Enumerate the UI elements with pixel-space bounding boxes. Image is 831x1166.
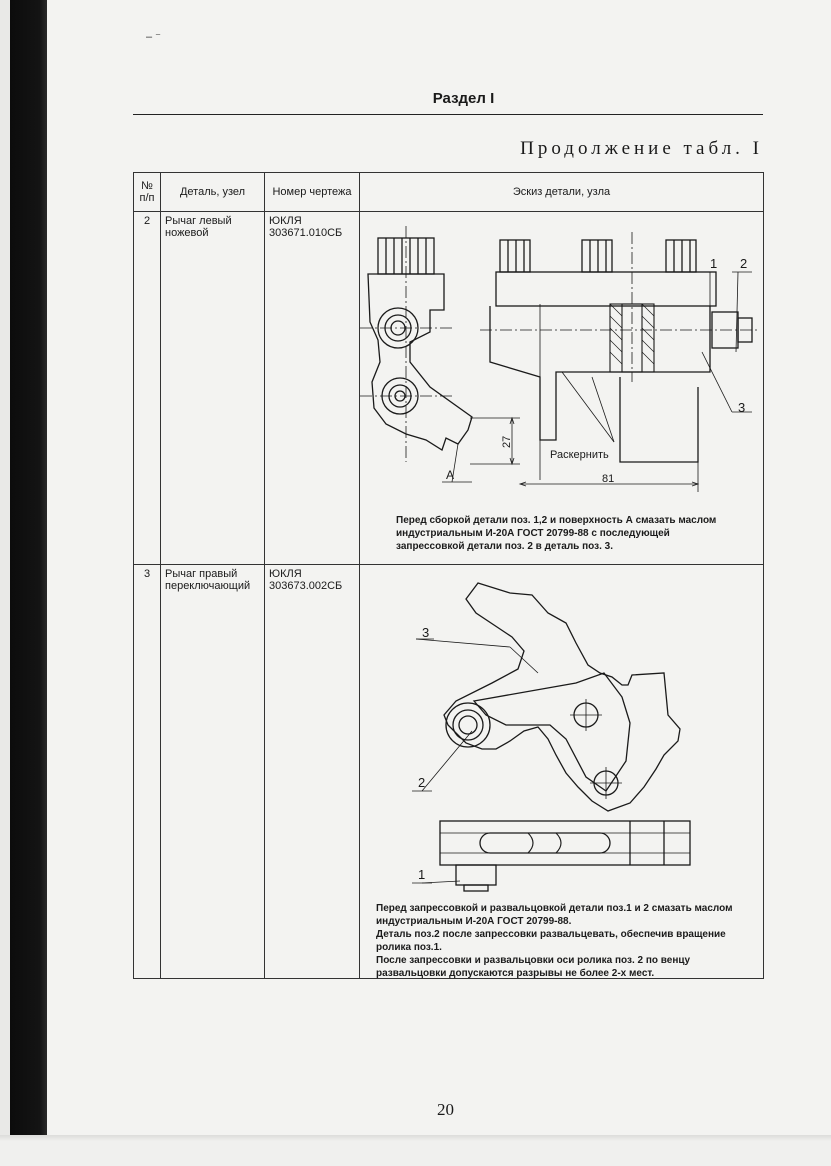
row-sketch	[360, 565, 764, 979]
sketch-note-2: Деталь поз.2 после запрессовки развальцевать, обеспечив вращение ролика поз.1.	[376, 929, 726, 953]
header-num: № п/п	[134, 173, 161, 212]
pos2-label: 2	[418, 775, 426, 790]
scan-mark: ‒ ⁻	[146, 31, 161, 43]
sketch-note-1: Перед запрессовкой и развальцовкой детали поз.1 и 2 смазать маслом индустриальным И-20А ГОСТ 20799-88.	[376, 903, 733, 927]
callout-label: Раскернить	[550, 449, 609, 461]
pos2-label: 2	[740, 256, 748, 271]
row-num: 2	[134, 212, 161, 565]
table-caption: Продолжение табл. I	[520, 138, 763, 159]
pos3-label: 3	[738, 400, 746, 415]
row-part: Рычаг левый ножевой	[161, 212, 265, 565]
header-sketch: Эскиз детали, узла	[360, 173, 764, 212]
dim-height-label: 27	[501, 435, 513, 448]
sketch-note-3: После запрессовки и развальцовки оси ролика поз. 2 по венцу развальцовки допускаются разрывы не более 2-х мест.	[376, 955, 691, 979]
page-number: 20	[437, 1100, 454, 1119]
scan-binding-shadow	[0, 0, 47, 1135]
header-drawing: Номер чертежа	[265, 173, 360, 212]
right-view-drawing	[480, 232, 758, 492]
header-part: Деталь, узел	[161, 173, 265, 212]
pos3-label: 3	[422, 625, 430, 640]
pos1-label: 1	[710, 256, 718, 271]
left-view-drawing	[360, 226, 520, 482]
row-drawing: ЮКЛЯ 303673.002СБ	[265, 565, 360, 979]
table-row	[134, 565, 764, 979]
surface-a-label: А	[446, 468, 455, 482]
scan-bottom-edge	[0, 1135, 831, 1166]
header-rule	[133, 114, 763, 115]
dim-width-label: 81	[602, 473, 615, 485]
row-drawing: ЮКЛЯ 303671.010СБ	[265, 212, 360, 565]
parts-table	[133, 172, 764, 979]
row-part: Рычаг правый переключающий	[161, 565, 265, 979]
section-title: Раздел I	[432, 90, 495, 107]
lever-drawing	[412, 583, 680, 811]
lever-side-view	[412, 821, 690, 891]
row-sketch	[360, 212, 764, 565]
sketch-note: Перед сборкой детали поз. 1,2 и поверхность А смазать маслом индустриальным И-20А ГОСТ 20799-88 с последующей запрессовкой детали поз. 2 в деталь поз. 3.	[396, 515, 717, 552]
sketch-left-knife-lever	[360, 212, 763, 561]
pos1-label: 1	[418, 867, 426, 882]
row-num: 3	[134, 565, 161, 979]
table-row	[134, 212, 764, 565]
table-header-row	[134, 173, 764, 212]
